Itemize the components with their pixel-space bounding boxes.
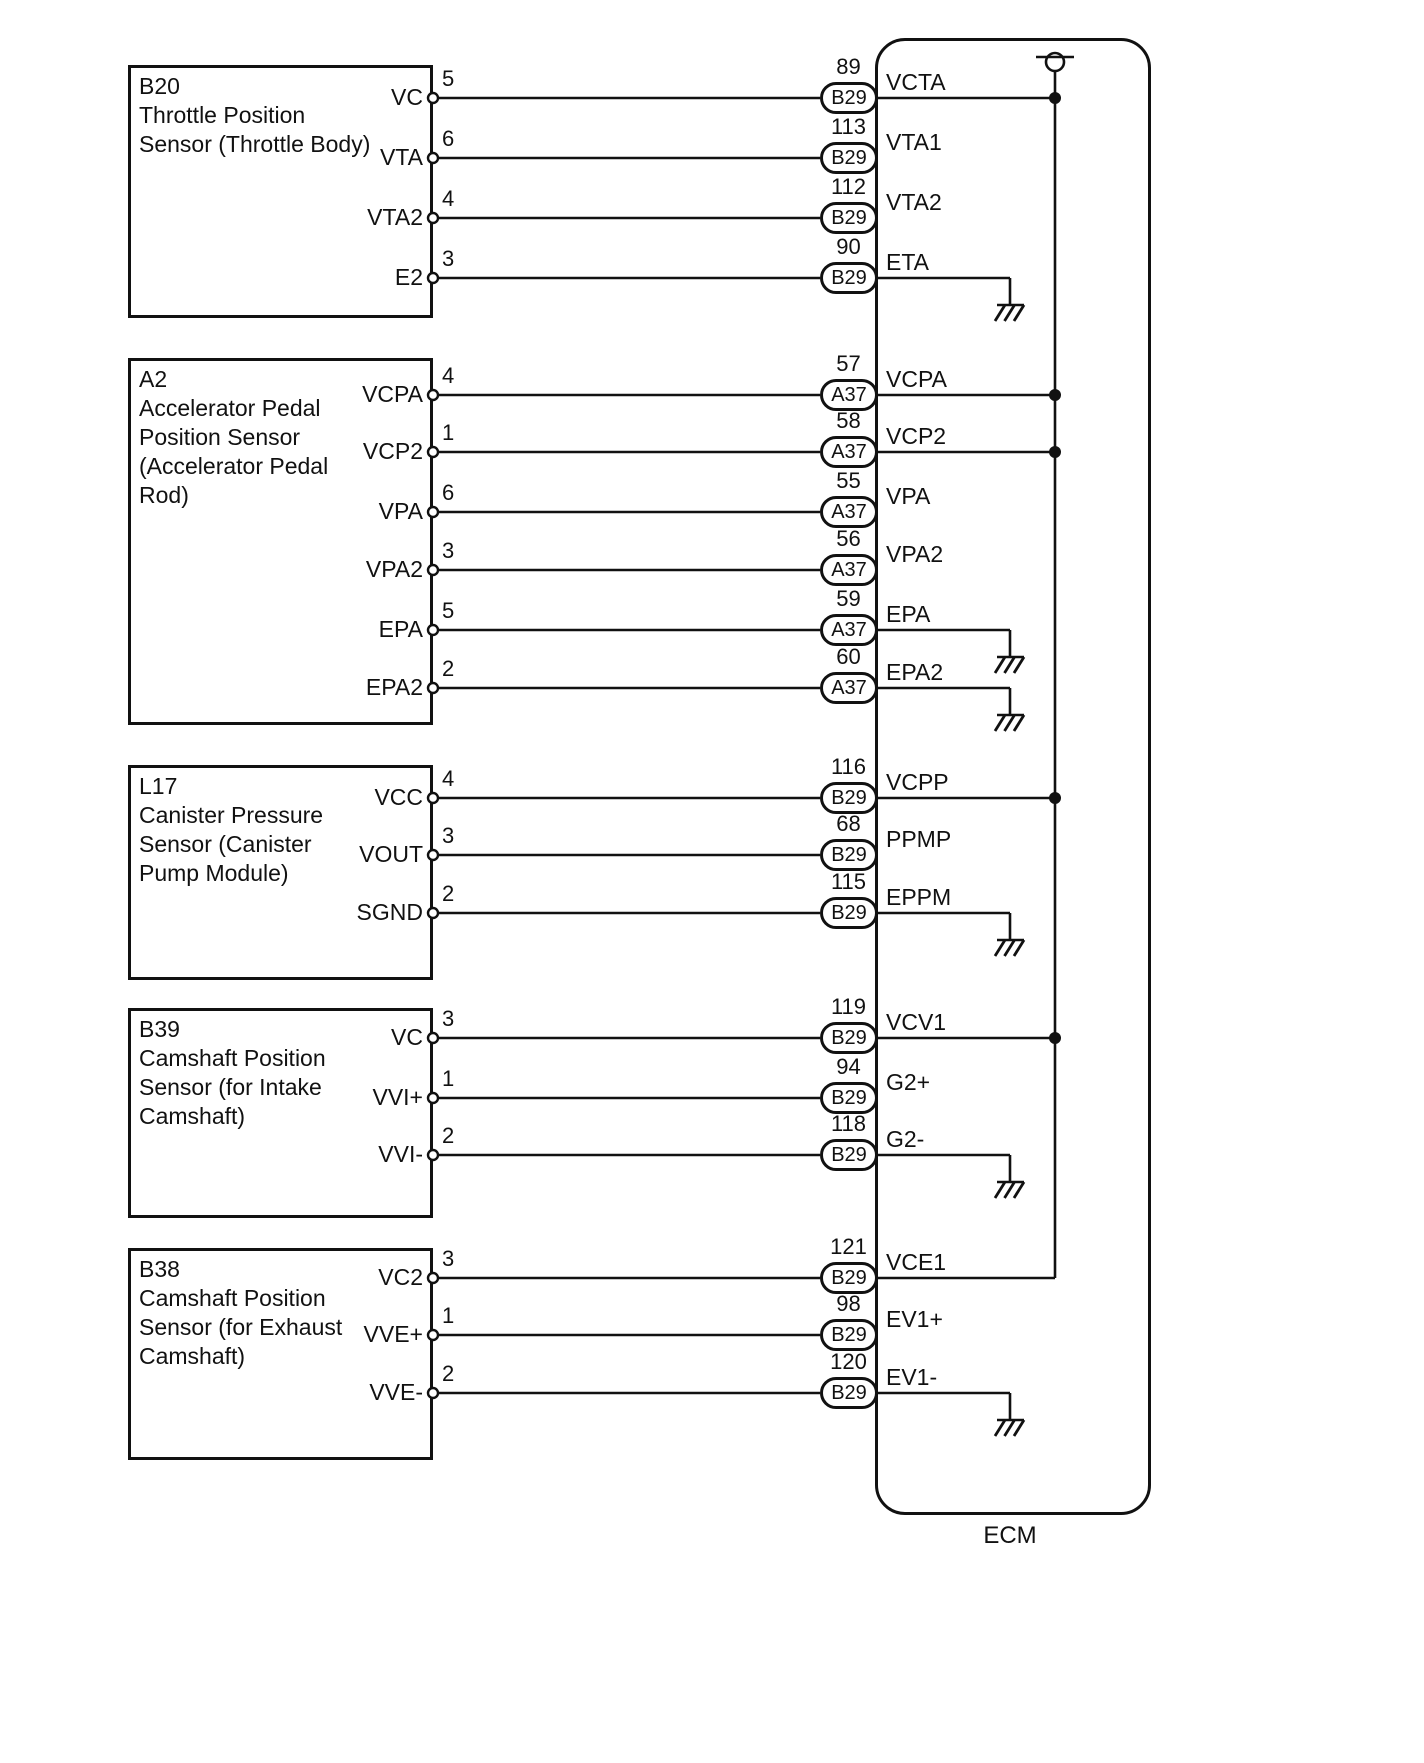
ecm-pin-number: 94	[836, 1054, 861, 1079]
sensor-id: A2	[139, 366, 168, 392]
terminal-circle	[428, 683, 438, 693]
terminal-label: EPA	[378, 616, 423, 642]
terminal-circle	[428, 793, 438, 803]
terminal-circle	[428, 447, 438, 457]
terminal-label: VC	[391, 1024, 423, 1050]
connector-oval: B29	[820, 262, 878, 294]
ground-symbol	[1014, 940, 1024, 956]
connector-oval: B29	[820, 142, 878, 174]
terminal-circle	[428, 1330, 438, 1340]
terminal-label: VCP2	[362, 438, 423, 464]
sensor-id: B39	[139, 1016, 180, 1042]
sensor-id: B20	[139, 73, 180, 99]
signal-label: VPA	[886, 483, 931, 509]
sensor-pin-number: 2	[442, 1361, 455, 1386]
terminal-circle	[428, 93, 438, 103]
junction-dot	[1049, 389, 1061, 401]
signal-label: ETA	[886, 249, 930, 275]
terminal-circle	[428, 1150, 438, 1160]
ecm-pin-number: 119	[830, 994, 867, 1019]
connector-oval: B29	[820, 1377, 878, 1409]
sensor-pin-number: 3	[442, 823, 455, 848]
sensor-pin-number: 5	[442, 598, 455, 623]
ground-symbol	[1014, 1182, 1024, 1198]
terminal-label: VC2	[378, 1264, 423, 1290]
sensor-pin-number: 6	[442, 126, 455, 151]
terminal-label: VVE+	[363, 1321, 423, 1347]
ecm-pin-number: 121	[830, 1234, 867, 1259]
ground-symbol	[995, 1182, 1005, 1198]
ecm-pin-number: 90	[836, 234, 861, 259]
terminal-circle	[428, 1388, 438, 1398]
signal-label: VCTA	[886, 69, 946, 95]
sensor-name: Camshaft Position Sensor (for Intake Camshaft)	[139, 1045, 326, 1129]
ground-symbol	[1005, 1182, 1015, 1198]
ground-symbol	[1005, 940, 1015, 956]
sensor-pin-number: 4	[442, 186, 455, 211]
sensor-name: Throttle Position Sensor (Throttle Body)	[139, 102, 371, 157]
connector-oval: B29	[820, 202, 878, 234]
signal-label: G2-	[886, 1126, 925, 1152]
ecm-pin-number: 98	[836, 1291, 861, 1316]
ground-symbol	[1005, 715, 1015, 731]
ground-symbol	[1014, 657, 1024, 673]
terminal-circle	[428, 850, 438, 860]
terminal-circle	[428, 1093, 438, 1103]
connector-oval: B29	[820, 1262, 878, 1294]
terminal-circle	[428, 1033, 438, 1043]
ecm-label: ECM	[983, 1522, 1037, 1549]
ecm-pin-number: 58	[836, 408, 861, 433]
terminal-label: VPA	[378, 498, 423, 524]
sensor-name: Canister Pressure Sensor (Canister Pump Module)	[139, 802, 324, 886]
terminal-label: VCPA	[362, 381, 423, 407]
connector-oval: B29	[820, 782, 878, 814]
connector-oval: B29	[820, 1319, 878, 1351]
terminal-label: VPA2	[365, 556, 423, 582]
terminal-label: VVI-	[378, 1141, 423, 1167]
ecm-pin-number: 57	[836, 351, 861, 376]
sensor-pin-number: 6	[442, 480, 455, 505]
signal-label: VCPA	[886, 366, 947, 392]
terminal-circle	[428, 1273, 438, 1283]
ground-symbol	[1005, 1420, 1015, 1436]
ecm-pin-number: 56	[836, 526, 861, 551]
connector-oval: B29	[820, 839, 878, 871]
terminal-label: VC	[391, 84, 423, 110]
sensor-name: Accelerator Pedal Position Sensor (Accelerator Pedal Rod)	[139, 395, 329, 508]
ground-symbol	[995, 940, 1005, 956]
sensor-pin-number: 4	[442, 766, 455, 791]
terminal-label: SGND	[356, 899, 423, 925]
connector-oval: A37	[820, 554, 878, 586]
connector-oval: A37	[820, 614, 878, 646]
terminal-circle	[428, 625, 438, 635]
sensor-pin-number: 2	[442, 656, 455, 681]
sensor-pin-number: 3	[442, 538, 455, 563]
ground-symbol	[995, 305, 1005, 321]
connector-oval: B29	[820, 82, 878, 114]
ecm-pin-number: 113	[830, 114, 867, 139]
junction-dot	[1049, 1032, 1061, 1044]
signal-label: G2+	[886, 1069, 931, 1095]
signal-label: EPPM	[886, 884, 952, 910]
ecm-pin-number: 68	[836, 811, 861, 836]
ecm-pin-number: 59	[836, 586, 861, 611]
ecm-pin-number: 115	[830, 869, 867, 894]
signal-label: VTA1	[886, 129, 942, 155]
sensor-pin-number: 3	[442, 1246, 455, 1271]
sensor-pin-number: 3	[442, 1006, 455, 1031]
connector-oval: B29	[820, 1139, 878, 1171]
signal-label: EV1-	[886, 1364, 938, 1390]
signal-label: EPA2	[886, 659, 944, 685]
sensor-pin-number: 2	[442, 1123, 455, 1148]
ground-symbol	[995, 657, 1005, 673]
junction-dot	[1049, 446, 1061, 458]
signal-label: VTA2	[886, 189, 942, 215]
signal-label: VCPP	[886, 769, 949, 795]
terminal-circle	[428, 213, 438, 223]
terminal-circle	[428, 273, 438, 283]
junction-dot	[1049, 92, 1061, 104]
terminal-label: VTA2	[367, 204, 423, 230]
ground-symbol	[1005, 305, 1015, 321]
ground-symbol	[995, 715, 1005, 731]
signal-label: PPMP	[886, 826, 952, 852]
terminal-circle	[428, 153, 438, 163]
signal-label: VPA2	[886, 541, 944, 567]
signal-label: VCE1	[886, 1249, 947, 1275]
sensor-id: B38	[139, 1256, 180, 1282]
ecm-pin-number: 55	[836, 468, 861, 493]
junction-dot	[1049, 792, 1061, 804]
terminal-circle	[428, 390, 438, 400]
sensor-pin-number: 2	[442, 881, 455, 906]
terminal-label: VCC	[374, 784, 423, 810]
connector-oval: A37	[820, 672, 878, 704]
ground-symbol	[1014, 305, 1024, 321]
connector-oval: B29	[820, 1082, 878, 1114]
ecm-pin-number: 60	[836, 644, 861, 669]
ground-symbol	[1014, 1420, 1024, 1436]
ecm-pin-number: 116	[830, 754, 867, 779]
sensor-pin-number: 1	[442, 420, 455, 445]
ecm-pin-number: 89	[836, 54, 861, 79]
terminal-label: EPA2	[365, 674, 423, 700]
terminal-label: VOUT	[359, 841, 423, 867]
ecm-pin-number: 118	[830, 1111, 867, 1136]
sensor-pin-number: 3	[442, 246, 455, 271]
connector-oval: A37	[820, 436, 878, 468]
sensor-pin-number: 4	[442, 363, 455, 388]
signal-label: VCV1	[886, 1009, 947, 1035]
sensor-pin-number: 1	[442, 1066, 455, 1091]
ground-symbol	[1005, 657, 1015, 673]
signal-label: EPA	[886, 601, 931, 627]
terminal-label: E2	[394, 264, 423, 290]
terminal-label: VVI+	[372, 1084, 423, 1110]
sensor-name: Camshaft Position Sensor (for Exhaust Camshaft)	[139, 1285, 343, 1369]
ground-symbol	[1014, 715, 1024, 731]
connector-oval: A37	[820, 496, 878, 528]
terminal-circle	[428, 565, 438, 575]
sensor-pin-number: 1	[442, 1303, 455, 1328]
sensor-pin-number: 5	[442, 66, 455, 91]
connector-oval: B29	[820, 1022, 878, 1054]
terminal-circle	[428, 507, 438, 517]
ground-symbol	[995, 1420, 1005, 1436]
signal-label: EV1+	[886, 1306, 943, 1332]
connector-oval: A37	[820, 379, 878, 411]
sensor-id: L17	[139, 773, 178, 799]
ecm-pin-number: 112	[830, 174, 867, 199]
ecm-pin-number: 120	[830, 1349, 867, 1374]
terminal-circle	[428, 908, 438, 918]
terminal-label: VVE-	[369, 1379, 423, 1405]
signal-label: VCP2	[886, 423, 947, 449]
terminal-label: VTA	[379, 144, 423, 170]
connector-oval: B29	[820, 897, 878, 929]
